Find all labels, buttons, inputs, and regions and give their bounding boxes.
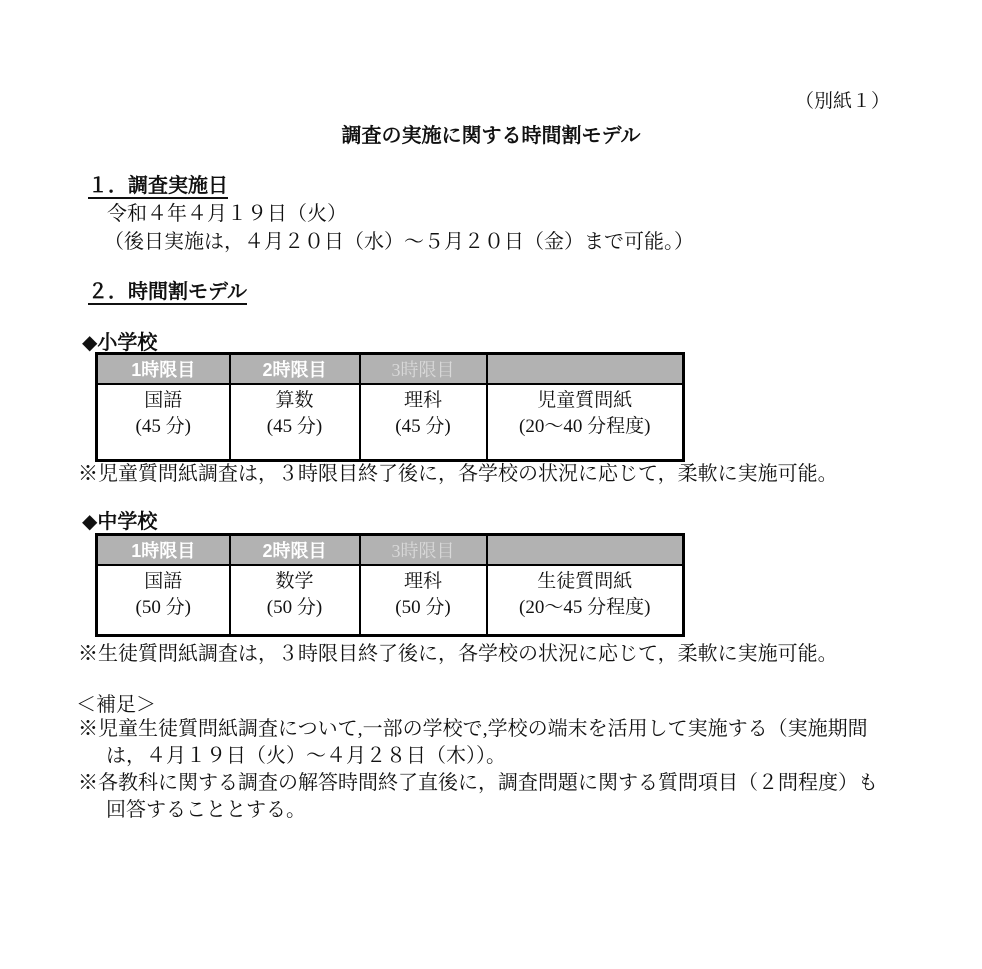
questionnaire-header [487, 535, 684, 566]
supplement-heading: ＜補足＞ [76, 694, 156, 716]
supplement-note2-line1: ※各教科に関する調査の解答時間終了直後に，調査問題に関する質問項目（２問程度）も [78, 772, 878, 794]
subject-name: 理科 [403, 390, 442, 411]
subject-cell-math [230, 384, 360, 461]
survey-date-line: 令和４年４月１９日（火） [107, 203, 347, 225]
subject-cell-science [360, 565, 487, 636]
subject-duration: (45 分) [395, 416, 451, 437]
junior-header-row [97, 535, 684, 566]
period2-header: 2時限目 [230, 354, 360, 385]
elementary-header-row [97, 354, 684, 385]
page-title: 調査の実施に関する時間割モデル [341, 125, 641, 147]
elementary-note: ※児童質問紙調査は，３時限目終了後に，各学校の状況に応じて，柔軟に実施可能。 [78, 463, 838, 485]
subject-duration: (20～45 分程度) [519, 597, 651, 618]
late-implementation-note: （後日実施は，４月２０日（水）～５月２０日（金）まで可能。） [104, 231, 694, 253]
questionnaire-header [487, 354, 684, 385]
period3-header: 3時限目 [360, 354, 487, 385]
subject-name: 生徒質問紙 [537, 571, 633, 592]
subject-name: 算数 [275, 390, 314, 411]
elementary-timetable [95, 352, 685, 462]
section1-heading: １．調査実施日 [88, 175, 228, 197]
period1-header: 1時限目 [97, 354, 230, 385]
subject-duration: (45 分) [135, 416, 191, 437]
period3-header: 3時限目 [360, 535, 487, 566]
subject-cell-science [360, 384, 487, 461]
supplement-note2-line2: 回答することとする。 [106, 799, 306, 821]
junior-subject-row [97, 565, 684, 636]
subject-name: 数学 [275, 571, 314, 592]
elementary-subject-row [97, 384, 684, 461]
subject-duration: (50 分) [266, 597, 323, 618]
supplement-note1-line2: は，４月１９日（火）～４月２８日（木））。 [106, 745, 506, 767]
subject-cell-japanese [97, 384, 230, 461]
subject-name: 国語 [144, 390, 183, 411]
elementary-school-label: ◆小学校 [82, 332, 158, 354]
subject-name: 児童質問紙 [537, 390, 633, 411]
subject-cell-japanese [97, 565, 230, 636]
subject-duration: (50 分) [395, 597, 451, 618]
junior-high-timetable [95, 533, 685, 637]
supplement-note1-line1: ※児童生徒質問紙調査について,一部の学校で,学校の端末を活用して実施する（実施期間 [78, 718, 868, 740]
subject-duration: (20～40 分程度) [519, 416, 651, 437]
section2-heading: ２．時間割モデル [88, 281, 247, 303]
subject-cell-questionnaire [487, 565, 684, 636]
subject-name: 理科 [403, 571, 442, 592]
corner-label: （別紙１） [794, 91, 890, 112]
subject-duration: (45 分) [266, 416, 323, 437]
subject-name: 国語 [144, 571, 183, 592]
subject-duration: (50 分) [135, 597, 191, 618]
period1-header: 1時限目 [97, 535, 230, 566]
subject-cell-questionnaire [487, 384, 684, 461]
junior-high-note: ※生徒質問紙調査は，３時限目終了後に，各学校の状況に応じて，柔軟に実施可能。 [78, 643, 838, 665]
junior-high-label: ◆中学校 [82, 511, 158, 533]
subject-cell-math [230, 565, 360, 636]
period2-header: 2時限目 [230, 535, 360, 566]
